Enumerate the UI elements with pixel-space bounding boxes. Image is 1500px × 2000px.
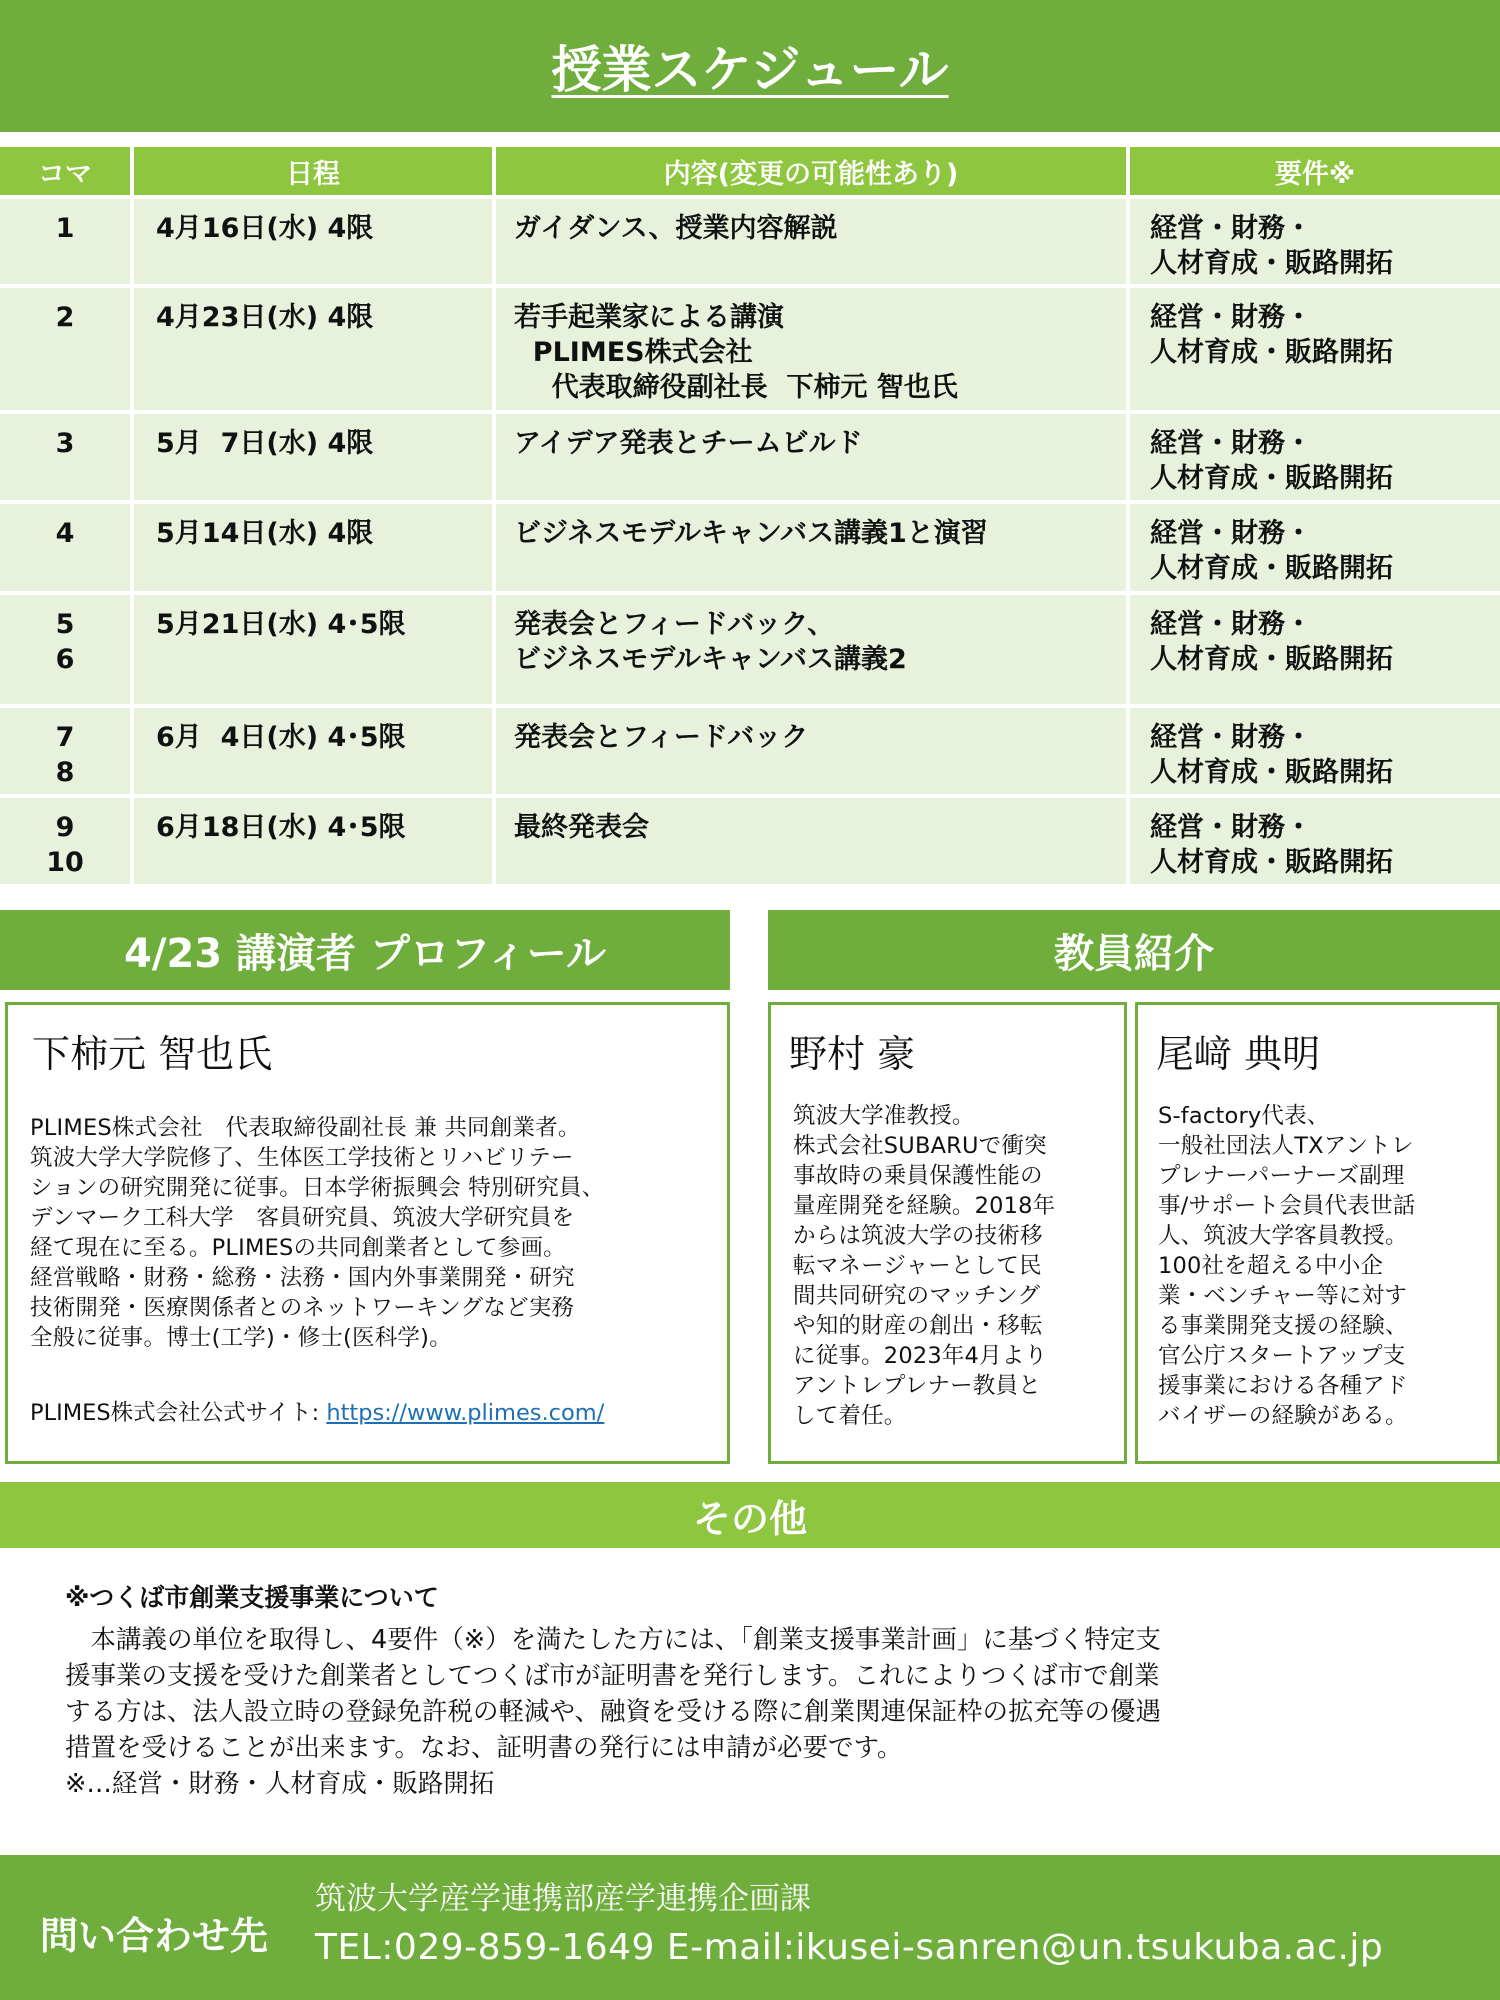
cell-koma: 2	[0, 288, 130, 410]
cell-date: 4月23日(水) 4限	[134, 288, 492, 410]
speaker-site-line	[30, 1395, 604, 1427]
cell-content: 若手起業家による講演 PLIMES株式会社 代表取締役副社長 下柿元 智也氏	[496, 288, 1126, 410]
header-requirements: 要件※	[1130, 147, 1500, 195]
table-row	[0, 414, 1500, 500]
header-koma: コマ	[0, 147, 130, 195]
cell-koma: 7 8	[0, 708, 130, 794]
speaker-profile-header: 4/23 講演者 プロフィール	[0, 910, 730, 990]
cell-content: 最終発表会	[496, 798, 1126, 884]
faculty-bio: 筑波大学准教授。 株式会社SUBARUで衝突 事故時の乗員保護性能の 量産開発を経験。2018年 からは筑波大学の技術移 転マネージャーとして民 間共同研究のマッチング や知的財産の創出・移転 に従事。2023年4月より アントレプレナー教員と して着任。	[793, 1103, 1056, 1429]
cell-content: アイデア発表とチームビルド	[496, 414, 1126, 500]
faculty-name: 尾﨑 典明	[1156, 1032, 1321, 1076]
cell-date: 4月16日(水) 4限	[134, 199, 492, 284]
cell-koma: 3	[0, 414, 130, 500]
cell-requirements: 経営・財務・ 人材育成・販路開拓	[1130, 798, 1500, 884]
cell-requirements: 経営・財務・ 人材育成・販路開拓	[1130, 595, 1500, 704]
page-title: 授業スケジュール	[551, 41, 949, 99]
header-date: 日程	[134, 147, 492, 195]
schedule-table	[0, 147, 1500, 888]
table-row	[0, 288, 1500, 410]
cell-content: 発表会とフィードバック	[496, 708, 1126, 794]
cell-koma: 1	[0, 199, 130, 284]
speaker-profile-box	[5, 1002, 730, 1464]
cell-requirements: 経営・財務・ 人材育成・販路開拓	[1130, 288, 1500, 410]
cell-content: ビジネスモデルキャンバス講義1と演習	[496, 504, 1126, 591]
title-banner	[0, 0, 1500, 132]
header-content: 内容(変更の可能性あり)	[496, 147, 1126, 195]
other-body: 本講義の単位を取得し、4要件（※）を満たした方には、「創業支援事業計画」に基づく特定支 援事業の支援を受けた創業者としてつくば市が証明書を発行します。これによりつくば市で創業 する方は、法人設立時の登録免許税の軽減や、融資を受ける際に創業関連保証枠の拡充等の優遇 措置を受けることが出来ます。なお、証明書の発行には申請が必要です。 ※…経営・財務・人材育成・販路開拓	[65, 1625, 1161, 1799]
faculty-card	[1135, 1002, 1500, 1464]
schedule-header-row	[0, 147, 1500, 195]
contact-organization: 筑波大学産学連携部産学連携企画課	[315, 1881, 811, 1917]
cell-date: 5月 7日(水) 4限	[134, 414, 492, 500]
other-banner	[0, 1482, 1500, 1548]
faculty-name: 野村 豪	[789, 1032, 916, 1076]
table-row	[0, 798, 1500, 884]
cell-date: 6月18日(水) 4･5限	[134, 798, 492, 884]
cell-requirements: 経営・財務・ 人材育成・販路開拓	[1130, 504, 1500, 591]
cell-content: ガイダンス、授業内容解説	[496, 199, 1126, 284]
contact-footer	[0, 1855, 1500, 2000]
faculty-bio: S-factory代表、 一般社団法人TXアントレ プレナーパーナーズ副理 事/サポート会員代表世話 人、筑波大学客員教授。 100社を超える中小企 業・ベンチャー等に対す る事業開発支援の経験、 官公庁スタートアップ支 援事業における各種アド バイザーの経験がある。	[1158, 1103, 1416, 1429]
contact-label: 問い合わせ先	[40, 1914, 269, 1958]
speaker-site-label: PLIMES株式会社公式サイト:	[30, 1400, 327, 1426]
other-title: ※つくば市創業支援事業について	[65, 1583, 439, 1612]
table-row	[0, 595, 1500, 704]
cell-content: 発表会とフィードバック、 ビジネスモデルキャンバス講義2	[496, 595, 1126, 704]
cell-requirements: 経営・財務・ 人材育成・販路開拓	[1130, 199, 1500, 284]
cell-requirements: 経営・財務・ 人材育成・販路開拓	[1130, 414, 1500, 500]
table-row	[0, 708, 1500, 794]
cell-requirements: 経営・財務・ 人材育成・販路開拓	[1130, 708, 1500, 794]
speaker-bio: PLIMES株式会社 代表取締役副社長 兼 共同創業者。 筑波大学大学院修了、生体医工学技術とリハビリテー ションの研究開発に従事。日本学術振興会 特別研究員、 デンマーク工科大学 客員研究員、筑波大学研究員を 経て現在に至る。PLIMESの共同創業者として参画。 経営戦略・財務・総務・法務・国内外事業開発・研究 技術開発・医療関係者とのネットワーキングなど実務 全般に従事。博士(工学)・修士(医科学)。	[30, 1115, 605, 1351]
table-row	[0, 504, 1500, 591]
cell-date: 5月21日(水) 4･5限	[134, 595, 492, 704]
cell-koma: 4	[0, 504, 130, 591]
speaker-site-link[interactable]: https://www.plimes.com/	[326, 1400, 605, 1426]
contact-tel-email: TEL:029-859-1649 E-mail:ikusei-sanren@un.tsukuba.ac.jp	[315, 1927, 1384, 1968]
cell-date: 5月14日(水) 4限	[134, 504, 492, 591]
table-row	[0, 199, 1500, 284]
cell-koma: 9 10	[0, 798, 130, 884]
other-header: その他	[692, 1496, 807, 1541]
faculty-header: 教員紹介	[768, 910, 1500, 990]
cell-koma: 5 6	[0, 595, 130, 704]
cell-date: 6月 4日(水) 4･5限	[134, 708, 492, 794]
speaker-name: 下柿元 智也氏	[32, 1032, 273, 1076]
faculty-card	[768, 1002, 1127, 1464]
